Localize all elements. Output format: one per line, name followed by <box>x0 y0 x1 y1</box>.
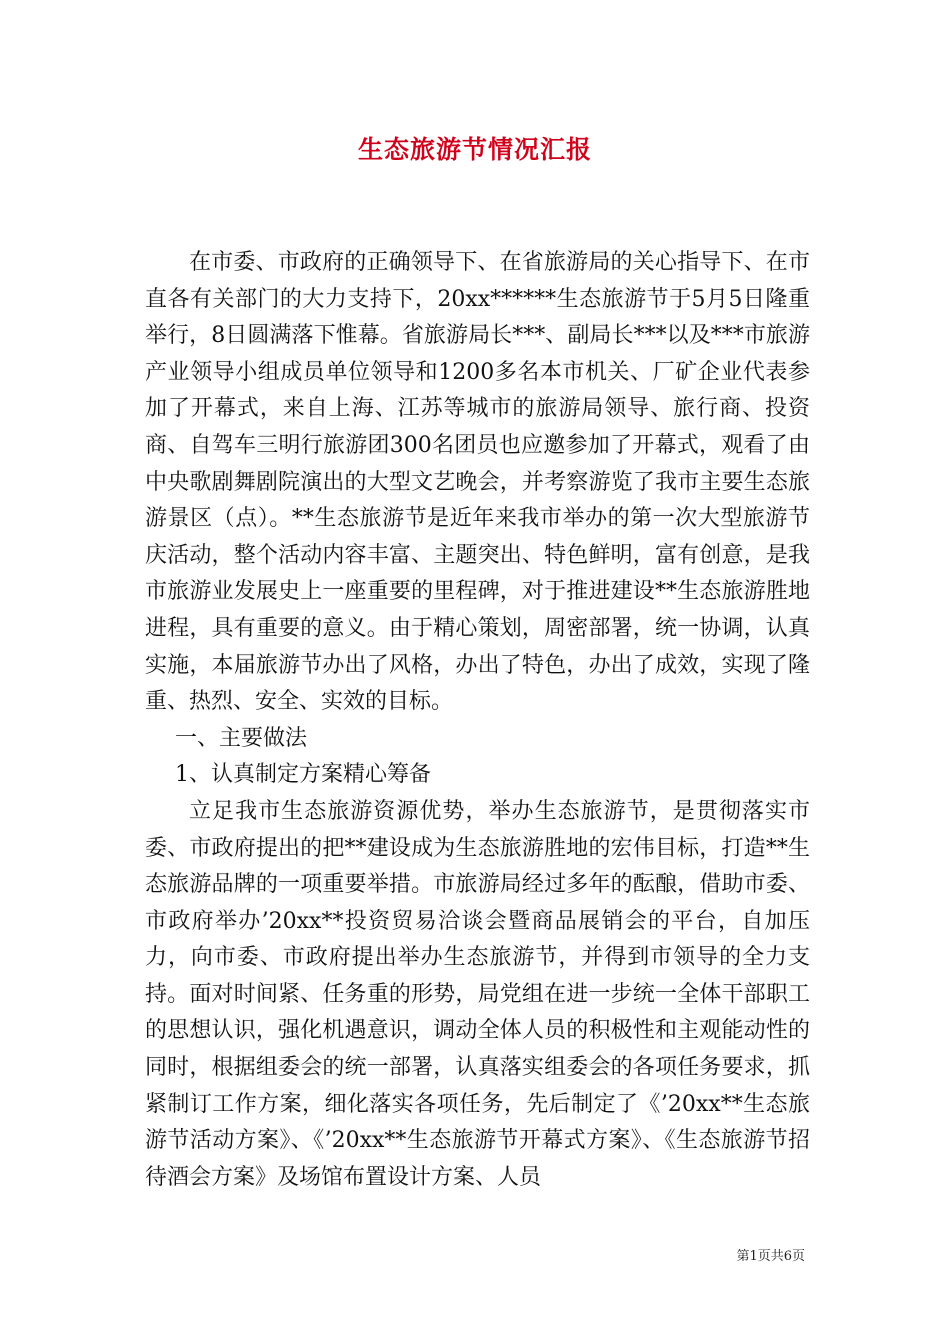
document-title: 生态旅游节情况汇报 <box>357 135 592 164</box>
document-body <box>145 245 810 1196</box>
paragraph-plan-details: 立足我市生态旅游资源优势，举办生态旅游节，是贯彻落实市委、市政府提出的把**建设成为生态旅游胜地的宏伟目标，打造**生态旅游品牌的一项重要举措。市旅游局经过多年的酝酿，借助市委、市政府举办’20xx**投资贸易洽谈会暨商品展销会的平台，自加压力，向市委、市政府提出举办生态旅游节，并得到市领导的全力支持。面对时间紧、任务重的形势，局党组在进一步统一全体干部职工的思想认识，强化机遇意识，调动全体人员的积极性和主观能动性的同时，根据组委会的统一部署，认真落实组委会的各项任务要求，抓紧制订工作方案，细化落实各项任务，先后制定了《’20xx**生态旅游节活动方案》、《’20xx**生态旅游节开幕式方案》、《生态旅游节招待酒会方案》及场馆布置设计方案、人员 <box>145 798 810 1190</box>
page-number-footer: 第1页共6页 <box>736 1249 805 1264</box>
subsection-heading-plan: 1、认真制定方案精心筹备 <box>175 762 431 788</box>
section-heading-main-practices: 一、主要做法 <box>175 725 308 751</box>
paragraph-intro: 在市委、市政府的正确领导下、在省旅游局的关心指导下、在市直各有关部门的大力支持下，20xx******生态旅游节于5月5日隆重举行，8日圆满落下惟幕。省旅游局长***、副局长***以及***市旅游产业领导小组成员单位领导和1200多名本市机关、厂矿企业代表参加了开幕式，来自上海、江苏等城市的旅游局领导、旅行商、投资商、自驾车三明行旅游团300名团员也应邀参加了开幕式，观看了由中央歌剧舞剧院演出的大型文艺晚会，并考察游览了我市主要生态旅游景区（点）。**生态旅游节是近年来我市举办的第一次大型旅游节庆活动，整个活动内容丰富、主题突出、特色鲜明，富有创意，是我市旅游业发展史上一座重要的里程碑，对于推进建设**生态旅游胜地进程，具有重要的意义。由于精心策划，周密部署，统一协调，认真实施，本届旅游节办出了风格，办出了特色，办出了成效，实现了隆重、热烈、安全、实效的目标。 <box>145 250 810 715</box>
